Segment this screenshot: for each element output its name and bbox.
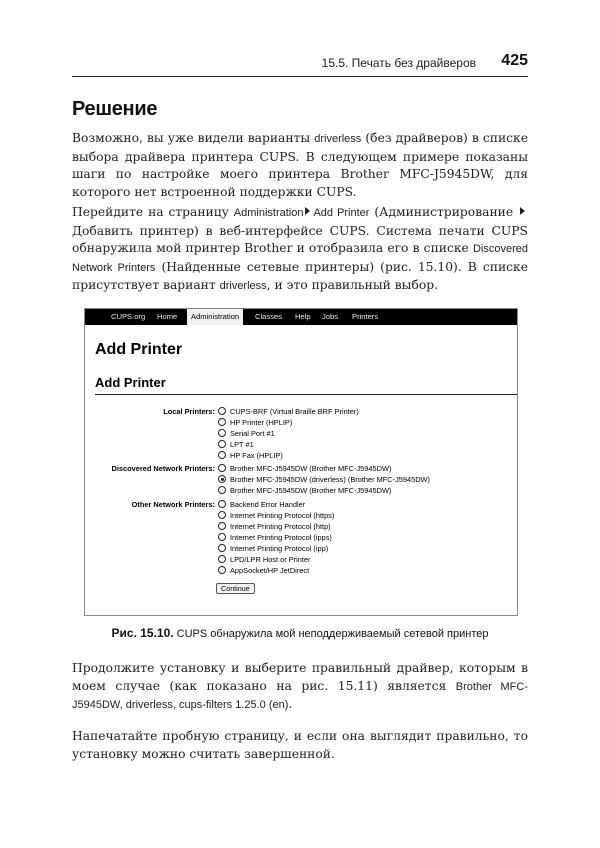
printer-option[interactable] xyxy=(218,555,311,566)
printer-option[interactable] xyxy=(218,533,332,544)
page-number: 425 xyxy=(501,52,528,69)
triangle-right-icon xyxy=(305,207,310,215)
radio-icon[interactable] xyxy=(218,555,226,563)
printer-option[interactable] xyxy=(218,566,309,577)
cups-form-title: Add Printer xyxy=(95,375,166,390)
option-label: AppSocket/HP JetDirect xyxy=(230,566,310,575)
text-run: Перейдите на страницу xyxy=(72,205,234,219)
nav-tab-help[interactable]: Help xyxy=(295,312,311,321)
option-label: HP Fax (HPLIP) xyxy=(230,451,283,460)
option-label: Internet Printing Protocol (ipp) xyxy=(230,544,329,553)
caption-text: CUPS обнаружила мой неподдерживаемый сетевой принтер xyxy=(173,628,489,640)
radio-icon[interactable] xyxy=(218,440,226,448)
radio-icon[interactable] xyxy=(218,486,226,494)
radio-icon[interactable] xyxy=(218,407,226,415)
printer-option-selected[interactable] xyxy=(218,475,430,486)
option-label: HP Printer (HPLIP) xyxy=(230,418,293,427)
radio-icon[interactable] xyxy=(218,511,226,519)
continue-button[interactable]: Continue xyxy=(216,583,255,594)
printer-option[interactable] xyxy=(218,486,391,497)
printer-option[interactable] xyxy=(218,511,334,522)
cups-nav-bar xyxy=(85,309,517,325)
radio-icon[interactable] xyxy=(218,429,226,437)
section-title: 15.5. Печать без драйверов xyxy=(321,56,476,70)
nav-tab-printers[interactable]: Printers xyxy=(352,312,379,321)
term-discovered-network-printers: Discovered Network Printers xyxy=(72,243,528,274)
radio-icon[interactable] xyxy=(218,464,226,472)
printer-option[interactable] xyxy=(218,451,283,462)
text-run: Добавить принтер) в веб-интерфейсе CUPS. Система печати CUPS обнаружила мой принтер Brother и отобразила его в списке xyxy=(72,223,528,256)
caption-label: Рис. 15.10. xyxy=(111,626,174,640)
option-label: Internet Printing Protocol (https) xyxy=(230,511,335,520)
running-header xyxy=(72,52,528,76)
text-run: (без драйверов) в списке выбора драйвера принтера CUPS. В следующем примере показаны шаги по настройке моего принтера Brother MFC-J5945DW, для которого нет встроенной поддержки CUPS. xyxy=(72,131,528,199)
printer-option[interactable] xyxy=(218,522,331,533)
option-label: LPD/LPR Host or Printer xyxy=(230,555,311,564)
nav-tab-cups-org[interactable]: CUPS.org xyxy=(111,312,146,321)
text-run: , и это правильный выбор. xyxy=(266,278,439,293)
radio-icon[interactable] xyxy=(218,451,226,459)
text-run: (Найденные сетевые принтеры) (рис. 15.10). В списке присутствует вариант xyxy=(72,259,529,293)
option-label: Serial Port #1 xyxy=(230,429,275,438)
group-label-other: Other Network Printers: xyxy=(131,500,215,509)
cups-title-rule xyxy=(95,394,517,395)
header-rule xyxy=(72,76,528,77)
printer-option[interactable] xyxy=(218,464,391,475)
option-label: Brother MFC-J5945DW (Brother MFC-J5945DW) xyxy=(230,486,392,495)
nav-tab-administration[interactable]: Administration xyxy=(187,309,243,325)
cups-screenshot xyxy=(84,308,518,616)
printer-option[interactable] xyxy=(218,544,328,555)
printer-option[interactable] xyxy=(218,440,254,451)
triangle-right-icon xyxy=(520,207,525,215)
option-label: LPT #1 xyxy=(230,440,254,449)
term-driverless: driverless xyxy=(314,133,362,145)
paragraph-intro xyxy=(72,130,528,201)
section-heading: Решение xyxy=(72,98,158,120)
radio-icon[interactable] xyxy=(218,533,226,541)
paragraph-continue xyxy=(72,660,528,715)
term-add-printer: Add Printer xyxy=(313,207,370,219)
printer-option[interactable] xyxy=(218,429,275,440)
group-label-discovered: Discovered Network Printers: xyxy=(111,464,215,473)
paragraph-test-page: Напечатайте пробную страницу, и если она выглядит правильно, то установку можно считать завершенной. xyxy=(72,729,528,761)
nav-tab-classes[interactable]: Classes xyxy=(255,312,283,321)
cups-page-title: Add Printer xyxy=(95,341,183,358)
nav-tab-jobs[interactable]: Jobs xyxy=(322,312,339,321)
radio-checked-icon[interactable] xyxy=(218,475,226,483)
option-label: Internet Printing Protocol (http) xyxy=(230,522,331,531)
figure-caption xyxy=(0,626,600,640)
group-label-local: Local Printers: xyxy=(163,407,215,416)
printer-option[interactable] xyxy=(218,418,292,429)
option-label: Brother MFC-J5945DW (Brother MFC-J5945DW) xyxy=(230,464,392,473)
radio-icon[interactable] xyxy=(218,544,226,552)
option-label: Backend Error Handler xyxy=(230,500,306,509)
option-label: Internet Printing Protocol (ipps) xyxy=(230,533,332,542)
radio-icon[interactable] xyxy=(218,418,226,426)
paragraph-navigation xyxy=(72,204,528,296)
option-label: Brother MFC-J5945DW (driverless) (Brother MFC-J5945DW) xyxy=(230,475,430,484)
radio-icon[interactable] xyxy=(218,500,226,508)
printer-option[interactable] xyxy=(218,407,359,418)
printer-option[interactable] xyxy=(218,500,305,511)
text-run: . xyxy=(288,697,293,712)
text-run: Возможно, вы уже видели варианты xyxy=(72,131,315,145)
text-run: Продолжите установку и выберите правильный драйвер, которым в моем случае (как показано на рис. 15.11) является xyxy=(72,661,528,693)
option-label: CUPS-BRF (Virtual Braille BRF Printer) xyxy=(230,407,359,416)
term-driverless: driverless xyxy=(219,280,267,293)
radio-icon[interactable] xyxy=(218,522,226,530)
term-driver-name: Brother MFC-J5945DW, driverless, cups-filters 1.25.0 (en) xyxy=(72,680,528,712)
text-run: (Администрирование xyxy=(369,205,519,219)
term-administration: Administration xyxy=(233,207,304,219)
nav-tab-home[interactable]: Home xyxy=(157,312,178,321)
radio-icon[interactable] xyxy=(218,566,226,574)
